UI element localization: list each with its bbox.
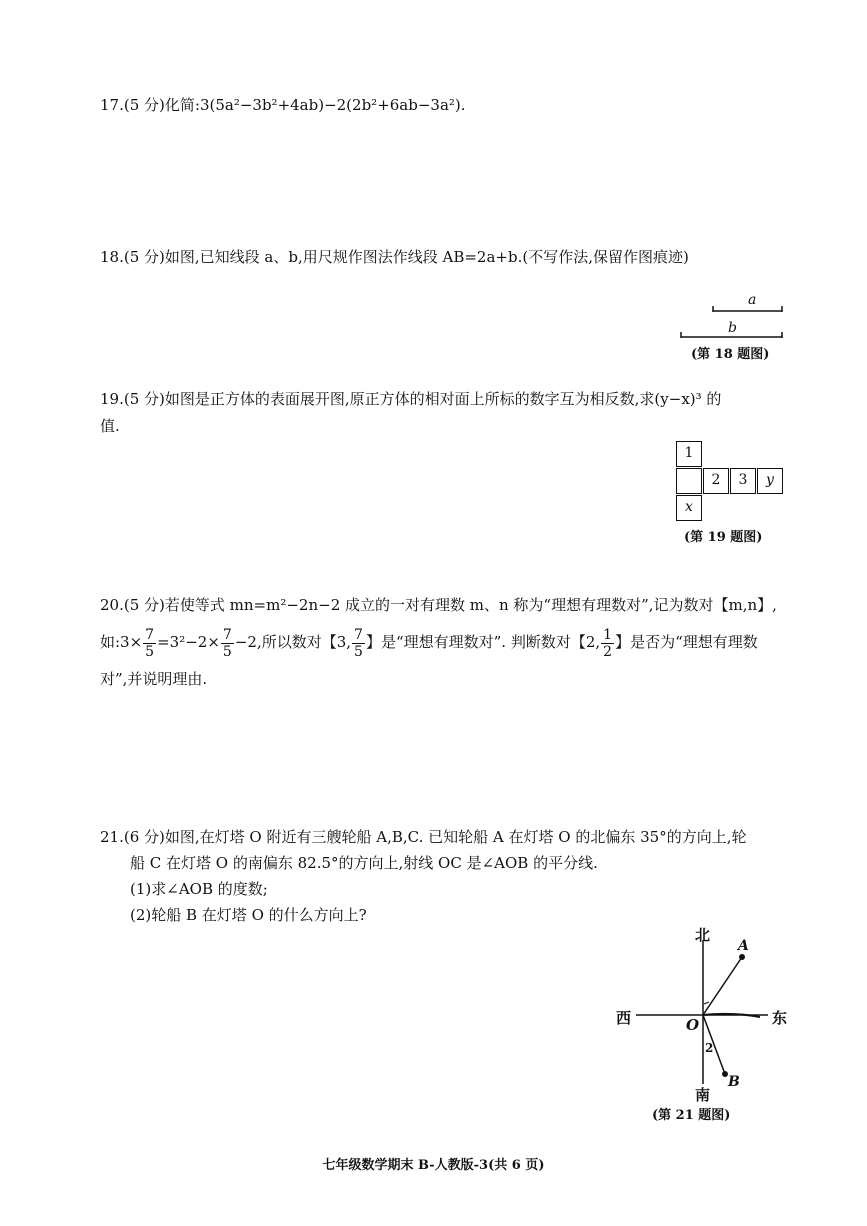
question-19 [100,388,721,410]
q20-text: 如:3× [100,633,143,651]
q21-line2: 船 C 在灯塔 O 的南偏东 82.5°的方向上,射线 OC 是∠AOB 的平分线. [130,854,598,872]
q20-text: 】是“理想有理数对”. 判断数对【2, [365,633,601,651]
point-b-label: B [728,1074,740,1090]
question-20 [100,594,777,616]
q21-sub2: (2)轮船 B 在灯塔 O 的什么方向上? [130,906,367,924]
cube-net [676,441,788,525]
q20-text: −2,所以数对【3, [234,633,352,651]
q20-text: =3²−2× [157,633,220,651]
fraction-numerator: 7 [222,626,232,643]
fraction-denominator: 5 [145,643,155,660]
question-17 [100,94,466,116]
q19-score: (5 分) [123,390,165,408]
west-label: 西 [616,1009,632,1027]
q21-number: 21. [100,828,124,846]
point-o-label: O [686,1016,700,1034]
cube-net-cell: 3 [730,468,756,494]
segment-a-label: a [748,292,757,308]
cube-net-cell: 2 [703,468,729,494]
q21-line1: 如图,在灯塔 O 附近有三艘轮船 A,B,C. 已知轮船 A 在灯塔 O 的北偏东 35°的方向上,轮 [164,828,747,846]
page-footer: 七年级数学期末 B-人教版-3(共 6 页) [322,1158,545,1173]
question-18 [100,246,689,268]
fraction-denominator: 5 [222,643,232,660]
cube-net-cell: y [757,468,783,494]
q17-text: 化简:3(5a²−3b²+4ab)−2(2b²+6ab−3a²). [164,96,466,114]
fraction [601,627,614,660]
fraction-denominator: 5 [354,643,363,660]
segment-b-label: b [728,320,737,336]
q17-number: 17. [100,96,124,114]
q19-line2: 值. [100,417,120,435]
q20-line1: 若使等式 mn=m²−2n−2 成立的一对有理数 m、n 称为“理想有理数对”,记为数对【m,n】, [164,596,777,614]
north-label: 北 [695,926,711,944]
q18-caption: (第 18 题图) [691,347,770,362]
compass-figure [608,922,798,1102]
question-21 [100,826,746,848]
q20-line3: 对”,并说明理由. [100,670,208,688]
fraction [221,627,234,660]
q21-caption: (第 21 题图) [652,1108,731,1123]
q19-caption: (第 19 题图) [684,530,763,545]
compass-diagram [608,922,798,1102]
q18-number: 18. [100,248,124,266]
q19-number: 19. [100,390,124,408]
fraction-numerator: 1 [603,626,613,643]
q20-score: (5 分) [123,596,165,614]
q20-line2 [100,624,758,660]
q20-text: 】是否为“理想有理数 [615,633,758,651]
fraction-denominator: 2 [603,643,613,660]
q21-score: (6 分) [123,828,165,846]
angle-label: 2 [705,1041,714,1055]
fraction-numerator: 7 [145,626,155,643]
q21-sub1: (1)求∠AOB 的度数; [130,880,268,898]
q18-score: (5 分) [123,248,165,266]
cube-net-cell: 1 [676,441,702,467]
fraction [143,627,156,660]
q18-text: 如图,已知线段 a、b,用尺规作图法作线段 AB=2a+b.(不写作法,保留作图痕迹) [164,248,689,266]
south-label: 南 [695,1086,711,1104]
cube-net-cell [676,468,702,494]
fraction [352,627,365,660]
point-a-label: A [738,938,749,954]
fraction-numerator: 7 [354,626,363,643]
q19-line1: 如图是正方体的表面展开图,原正方体的相对面上所标的数字互为相反数,求(y−x)³ 的 [164,390,722,408]
q18-figure [676,290,791,340]
q20-number: 20. [100,596,124,614]
east-label: 东 [772,1009,788,1027]
cube-net-cell: x [676,495,702,521]
q17-score: (5 分) [123,96,165,114]
